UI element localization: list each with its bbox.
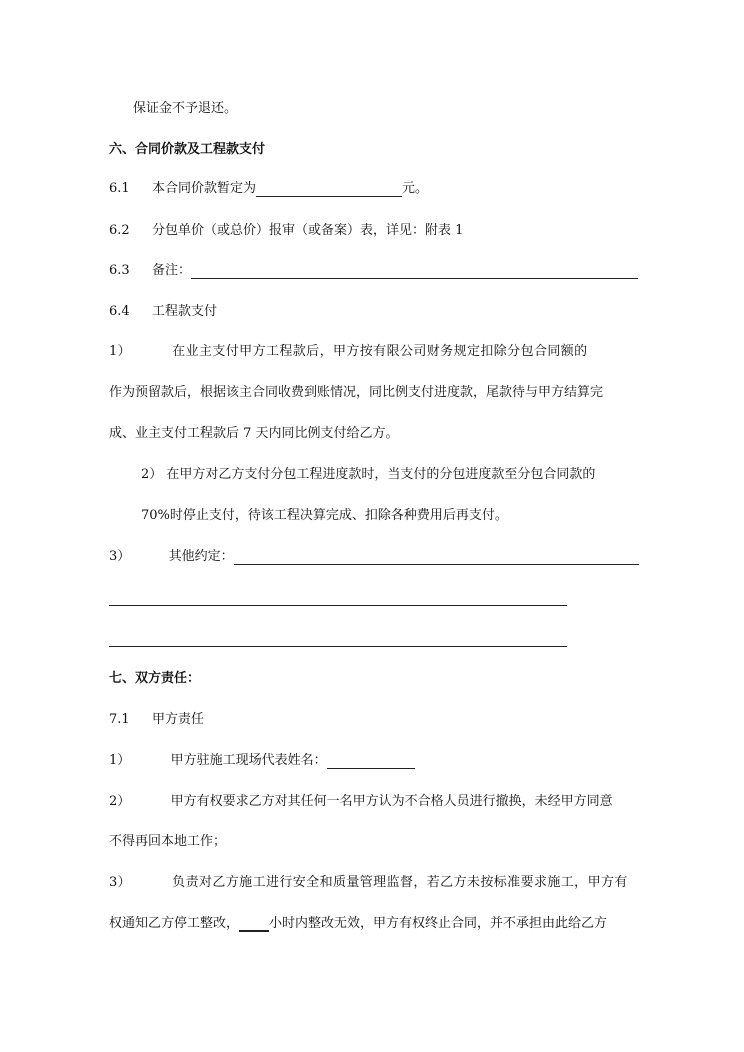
blank-field-other [234, 550, 639, 565]
paragraph-3 [109, 549, 639, 565]
blank-field-amount [256, 182, 402, 197]
text-line: 保证金不予退还。 [133, 101, 238, 116]
blank-field-name [327, 754, 415, 769]
clause-text: 工程款支付 [151, 304, 217, 319]
clause-number: 6.1 [109, 181, 130, 196]
item-text: 权通知乙方停工整改， [109, 916, 240, 931]
paragraph-1-line-2: 作为预留款后，根据该主合同收费到账情况，同比例支付进度款，尾款待与甲方结算完 [109, 385, 604, 400]
item-text: 负责对乙方施工进行安全和质量管理监督，若乙方未按标准要求施工，甲方有 [172, 875, 628, 890]
clause-6-3 [109, 263, 638, 279]
clause-number: 7.1 [109, 712, 130, 727]
clause-text: 甲方责任 [151, 712, 204, 727]
clause-6-1 [109, 181, 428, 197]
blank-field-hours [239, 916, 269, 932]
item-number: 3） [109, 875, 132, 890]
item-text: 甲方有权要求乙方对其任何一名甲方认为不合格人员进行撤换，未经甲方同意 [170, 794, 613, 809]
responsibility-3-line-1 [109, 875, 628, 891]
item-text: 甲方驻施工现场代表姓名： [170, 753, 327, 768]
item-number: 1） [109, 344, 132, 359]
item-number: 3） [109, 549, 131, 564]
responsibility-3-line-2 [109, 916, 607, 932]
blank-field-remarks [191, 264, 638, 279]
blank-line [109, 605, 567, 606]
paragraph-1-line-1 [109, 344, 588, 360]
responsibility-1 [109, 753, 415, 769]
paragraph-2-line-2: 70%时停止支付，待该工程决算完成、扣除各种费用后再支付。 [141, 508, 508, 523]
clause-text: 分包单价（或总价）报审（或备案）表，详见：附表 1 [151, 223, 464, 238]
item-text: 在业主支付甲方工程款后，甲方按有限公司财务规定扣除分包合同额的 [172, 344, 588, 359]
clause-suffix: 元。 [401, 181, 428, 196]
paragraph-1-line-3: 成、业主支付工程款后 7 天内同比例支付给乙方。 [109, 426, 399, 441]
clause-6-4 [109, 304, 217, 320]
clause-number: 6.2 [109, 223, 130, 238]
item-text: 其他约定： [168, 549, 234, 564]
responsibility-2-line-1 [109, 794, 613, 810]
clause-text: 备注： [151, 263, 191, 278]
clause-7-1 [109, 712, 204, 728]
clause-number: 6.4 [109, 304, 130, 319]
clause-text: 本合同价款暂定为 [151, 181, 256, 196]
clause-number: 6.3 [109, 263, 130, 278]
item-text: 小时内整改无效，甲方有权终止合同，并不承担由此给乙方 [269, 916, 608, 931]
paragraph-2-line-1: 2） 在甲方对乙方支付分包工程进度款时，当支付的分包进度款至分包合同款的 [141, 467, 596, 482]
blank-line [109, 646, 567, 647]
responsibility-2-line-2: 不得再回本地工作； [109, 834, 227, 849]
section-heading-6: 六、合同价款及工程款支付 [109, 142, 266, 157]
section-heading-7: 七、双方责任： [109, 671, 201, 686]
item-number: 2） [109, 794, 131, 809]
clause-6-2 [109, 223, 463, 239]
item-number: 1） [109, 753, 131, 768]
